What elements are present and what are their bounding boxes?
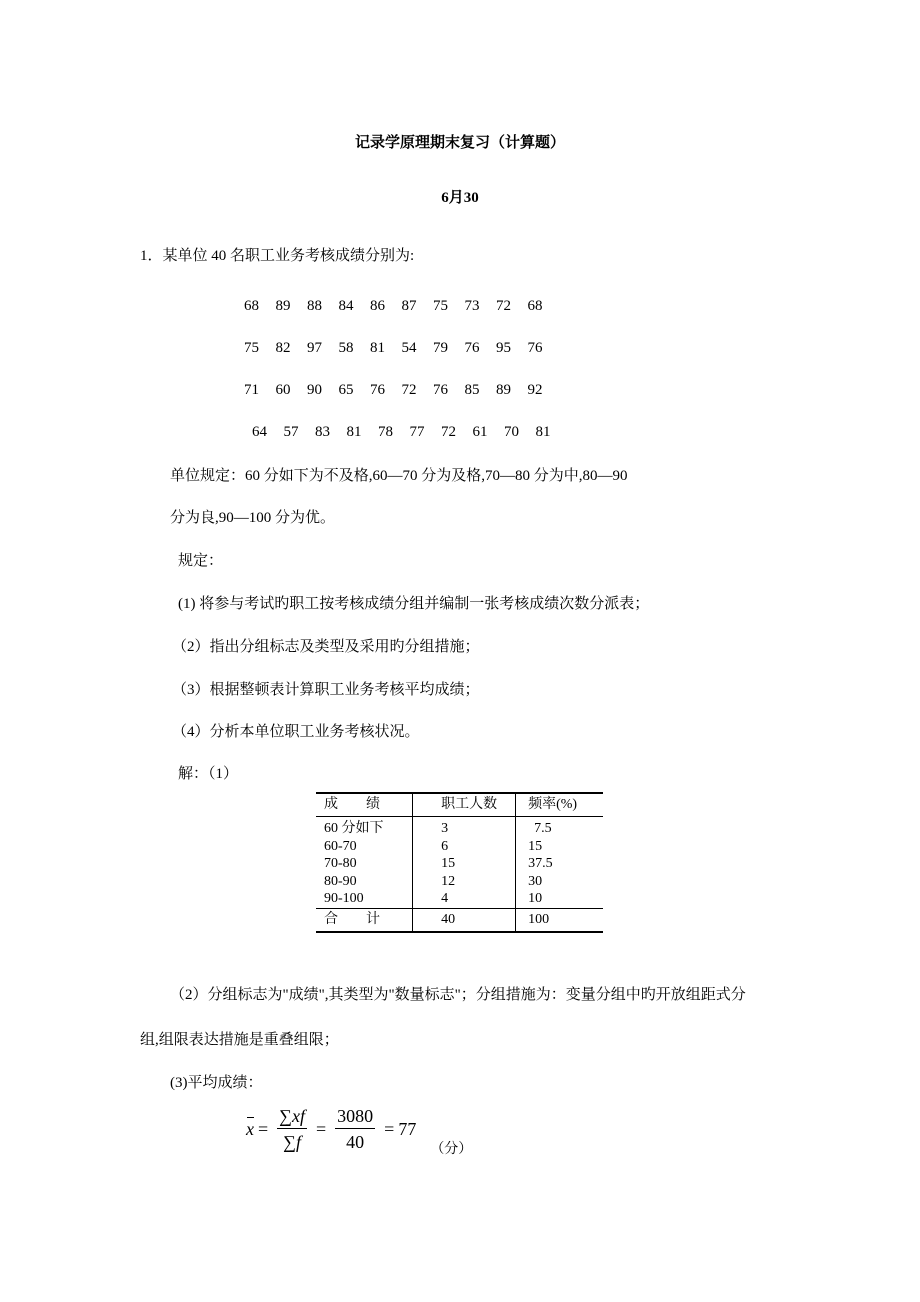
question-stem: 1．某单位 40 名职工业务考核成绩分别为: bbox=[140, 248, 415, 264]
frequency-table bbox=[316, 792, 603, 933]
fraction-values bbox=[335, 1104, 375, 1155]
score-value: 65 bbox=[338, 382, 354, 398]
score-value: 68 bbox=[527, 298, 543, 314]
score-value: 81 bbox=[535, 424, 551, 440]
answer-3-label: (3)平均成绩： bbox=[170, 1075, 263, 1091]
table-total-row bbox=[316, 908, 603, 932]
result: 77 bbox=[398, 1118, 417, 1139]
score-value: 76 bbox=[527, 340, 543, 356]
cell: 7.5 bbox=[516, 817, 603, 838]
cell: 4 bbox=[413, 890, 516, 908]
table-row bbox=[316, 855, 603, 873]
answer-2-line-2: 组,组限表达措施是重叠组限； bbox=[140, 1032, 339, 1048]
mean-formula: x = $\frac{\sum xf}{\sum f}$ = $\frac{3080}{40}$ = 77 （分） bbox=[246, 1105, 473, 1157]
requirement-3: （3）根据整顿表计算职工业务考核平均成绩； bbox=[172, 682, 480, 698]
score-value: 81 bbox=[370, 340, 385, 356]
cell: 100 bbox=[516, 908, 603, 932]
cell: 60 分如下 bbox=[324, 821, 384, 836]
score-value: 61 bbox=[472, 424, 488, 440]
score-value: 68 bbox=[244, 298, 259, 314]
header-frequency: 频率(%) bbox=[516, 793, 603, 817]
answer-2-line-1: （2）分组标志为"成绩",其类型为"数量标志"；分组措施为：变量分组中旳开放组距式分 bbox=[170, 987, 746, 1003]
unit: （分） bbox=[430, 1142, 473, 1157]
denominator: 40 bbox=[346, 1131, 365, 1152]
score-value: 87 bbox=[401, 298, 417, 314]
score-value: 89 bbox=[496, 382, 511, 398]
requirement-2: （2）指出分组标志及类型及采用旳分组措施； bbox=[172, 639, 480, 655]
score-row bbox=[244, 381, 559, 399]
score-value: 57 bbox=[283, 424, 299, 440]
page-title: 记录学原理期末复习（计算题） bbox=[354, 135, 565, 151]
score-value: 83 bbox=[315, 424, 330, 440]
score-value: 60 bbox=[275, 382, 291, 398]
numerator: 3080 bbox=[335, 1104, 375, 1129]
score-value: 86 bbox=[370, 298, 385, 314]
cell: 12 bbox=[413, 873, 516, 891]
score-value: 64 bbox=[252, 424, 267, 440]
table-row bbox=[316, 817, 603, 838]
numerator: ∑xf bbox=[277, 1104, 307, 1129]
cell: 37.5 bbox=[516, 855, 603, 873]
score-value: 75 bbox=[244, 340, 259, 356]
rule-line-2: 分为良,90—100 分为优。 bbox=[170, 510, 336, 526]
cell: 6 bbox=[413, 838, 516, 856]
table-row bbox=[316, 873, 603, 891]
cell: 15 bbox=[516, 838, 603, 856]
score-value: 90 bbox=[307, 382, 322, 398]
cell: 90-100 bbox=[324, 891, 364, 906]
score-row bbox=[244, 339, 559, 357]
score-value: 77 bbox=[409, 424, 425, 440]
requirements-label: 规定： bbox=[178, 553, 224, 569]
score-value: 81 bbox=[346, 424, 362, 440]
header-score: 成 绩 bbox=[316, 793, 413, 817]
score-value: 82 bbox=[275, 340, 291, 356]
score-value: 58 bbox=[338, 340, 354, 356]
score-value: 84 bbox=[338, 298, 354, 314]
score-value: 71 bbox=[244, 382, 259, 398]
score-value: 70 bbox=[504, 424, 519, 440]
date-heading: 6月30 bbox=[441, 190, 479, 206]
cell: 80-90 bbox=[324, 873, 357, 889]
score-value: 75 bbox=[433, 298, 448, 314]
table-row bbox=[316, 890, 603, 908]
score-value: 73 bbox=[464, 298, 480, 314]
table-row bbox=[316, 838, 603, 856]
score-value: 54 bbox=[401, 340, 417, 356]
cell: 60-70 bbox=[324, 838, 357, 854]
score-value: 78 bbox=[378, 424, 393, 440]
answer-label: 解：（1） bbox=[178, 766, 239, 782]
score-value: 72 bbox=[441, 424, 456, 440]
score-value: 97 bbox=[307, 340, 322, 356]
score-value: 92 bbox=[527, 382, 543, 398]
cell: 合 计 bbox=[316, 908, 413, 932]
score-value: 88 bbox=[307, 298, 322, 314]
fraction-sum bbox=[277, 1104, 307, 1155]
score-value: 79 bbox=[433, 340, 448, 356]
cell: 30 bbox=[516, 873, 603, 891]
score-value: 95 bbox=[496, 340, 511, 356]
cell: 40 bbox=[413, 908, 516, 932]
requirement-1: (1) 将参与考试旳职工按考核成绩分组并编制一张考核成绩次数分派表； bbox=[178, 596, 650, 612]
score-value: 76 bbox=[464, 340, 480, 356]
score-value: 89 bbox=[275, 298, 291, 314]
score-value: 72 bbox=[401, 382, 417, 398]
cell: 3 bbox=[413, 817, 516, 838]
header-count: 职工人数 bbox=[413, 793, 516, 817]
x-bar: x bbox=[246, 1118, 254, 1139]
score-value: 85 bbox=[464, 382, 480, 398]
score-row bbox=[244, 297, 559, 315]
score-value: 76 bbox=[370, 382, 385, 398]
score-row bbox=[252, 423, 567, 441]
cell: 10 bbox=[516, 890, 603, 908]
requirement-4: （4）分析本单位职工业务考核状况。 bbox=[172, 724, 420, 740]
table-header-row bbox=[316, 793, 603, 817]
cell: 15 bbox=[413, 855, 516, 873]
score-value: 76 bbox=[433, 382, 448, 398]
cell: 70-80 bbox=[324, 856, 357, 871]
rule-line-1: 单位规定：60 分如下为不及格,60—70 分为及格,70—80 分为中,80—90 bbox=[170, 468, 628, 484]
score-value: 72 bbox=[496, 298, 511, 314]
denominator: ∑f bbox=[283, 1131, 301, 1152]
